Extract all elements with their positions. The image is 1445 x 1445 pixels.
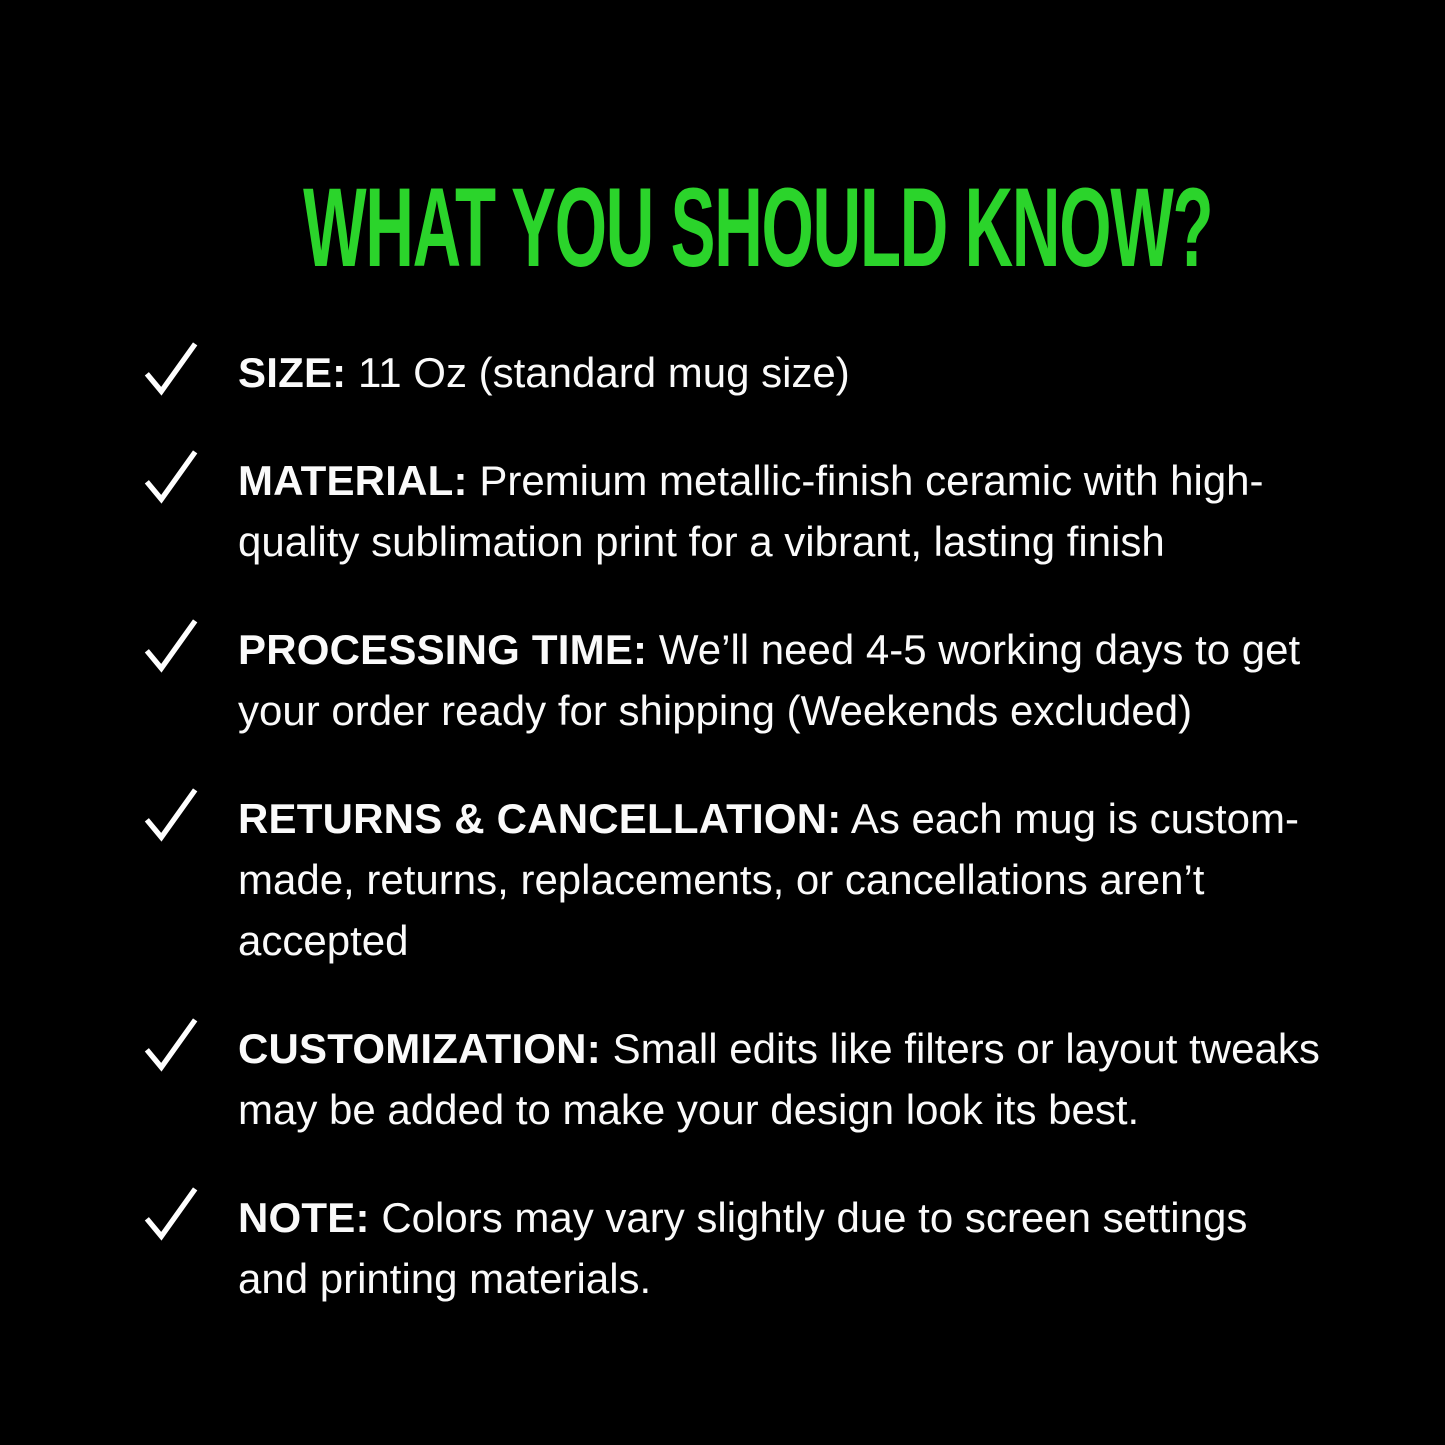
item-text <box>238 619 1325 741</box>
checkmark-icon <box>142 1187 238 1243</box>
item-text <box>238 450 1325 572</box>
list-item-note <box>142 1187 1325 1309</box>
page-title <box>0 0 1445 290</box>
item-text <box>238 342 1325 403</box>
list-item-processing-time <box>142 619 1325 741</box>
item-label: SIZE: <box>238 349 347 396</box>
checkmark-icon <box>142 1018 238 1074</box>
item-text <box>238 1018 1325 1140</box>
item-text <box>238 1187 1325 1309</box>
item-label: NOTE: <box>238 1194 370 1241</box>
item-body: Premium metallic-finish ceramic with high-quality sublimation print for a vibrant, lasting finish <box>238 457 1264 565</box>
checkmark-icon <box>142 788 238 844</box>
item-body: 11 Oz (standard mug size) <box>358 349 850 396</box>
info-list <box>142 342 1325 1309</box>
item-body: Colors may vary slightly due to screen settings and printing materials. <box>238 1194 1248 1302</box>
item-label: PROCESSING TIME: <box>238 626 648 673</box>
item-label: MATERIAL: <box>238 457 468 504</box>
checkmark-icon <box>142 342 238 398</box>
item-label: CUSTOMIZATION: <box>238 1025 601 1072</box>
item-body: We’ll need 4-5 working days to get your order ready for shipping (Weekends excluded) <box>238 626 1301 734</box>
item-label: RETURNS & CANCELLATION: <box>238 795 842 842</box>
list-item-returns-cancellation <box>142 788 1325 971</box>
item-text <box>238 788 1325 971</box>
list-item-size <box>142 342 1325 403</box>
list-item-customization <box>142 1018 1325 1140</box>
checkmark-icon <box>142 619 238 675</box>
list-item-material <box>142 450 1325 572</box>
item-body: Small edits like filters or layout tweaks may be added to make your design look its best. <box>238 1025 1320 1133</box>
item-body: As each mug is custom-made, returns, replacements, or cancellations aren’t accepted <box>238 795 1299 964</box>
checkmark-icon <box>142 450 238 506</box>
page-title-text: WHAT YOU SHOULD KNOW? <box>303 165 1213 290</box>
